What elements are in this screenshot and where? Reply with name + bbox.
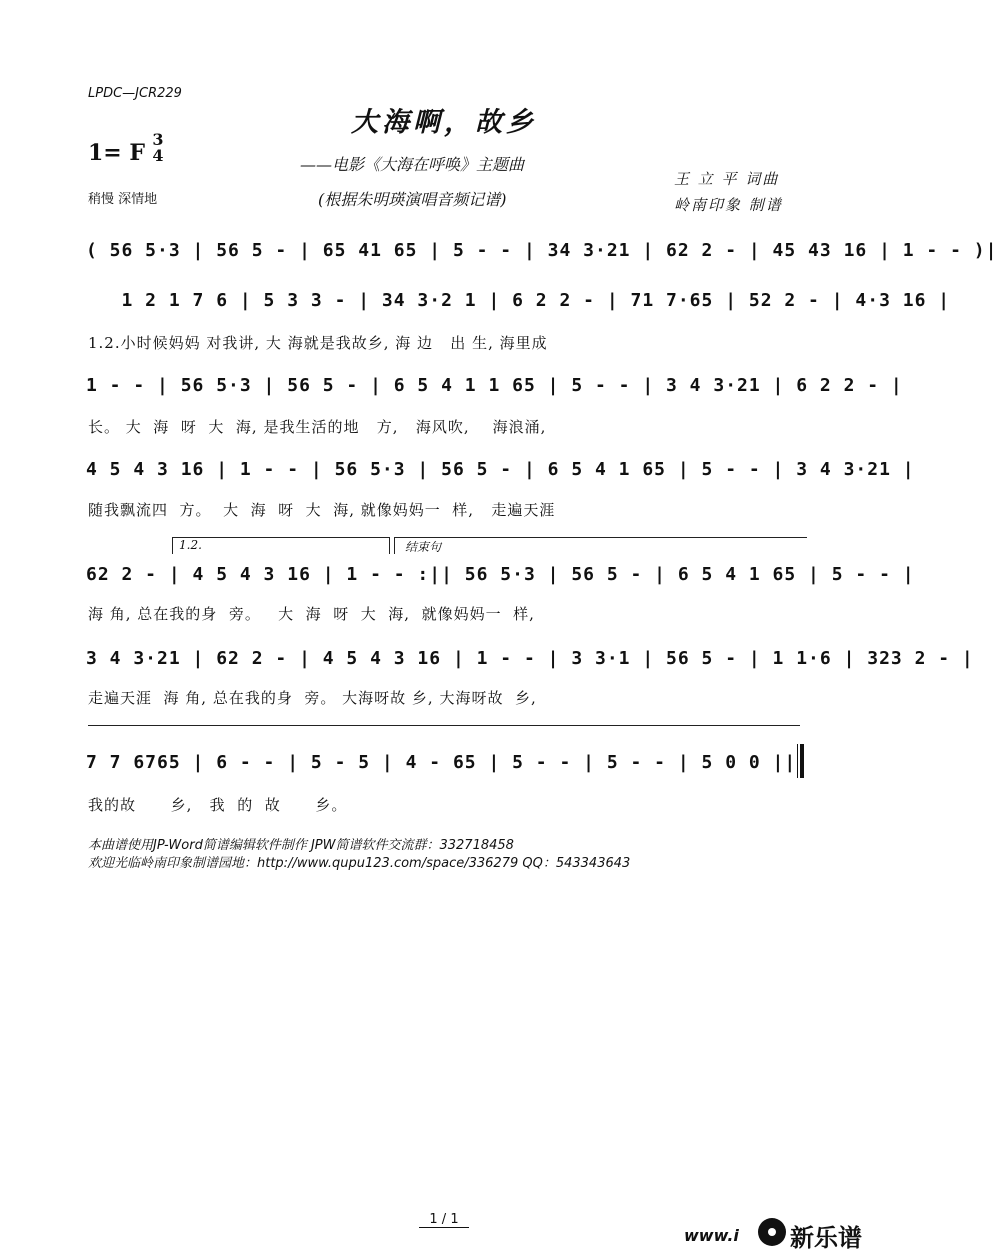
score-system-4-lyrics: 随我飘流四 方。 大 海 呀 大 海, 就像妈妈一 样, 走遍天涯 bbox=[88, 501, 556, 519]
final-barline-thin bbox=[797, 744, 798, 778]
score-system-2-notes: 1 2 1 7 6 | 5 3 3 - | 34 3·2 1 | 6 2 2 - | 71 7·65 | 52 2 - | 4·3 16 | bbox=[86, 290, 951, 311]
volta-label: 1.2. bbox=[179, 538, 202, 552]
score-system-7-lyrics: 我的故 乡, 我 的 故 乡。 bbox=[88, 796, 348, 814]
score-system-3-notes: 1 - - | 56 5·3 | 56 5 - | 6 5 4 1 1 65 | 5 - - | 3 4 3·21 | 6 2 2 - | bbox=[86, 375, 903, 396]
page-number bbox=[0, 1212, 888, 1227]
score-system-2-lyrics: 1.2.小时候妈妈 对我讲, 大 海就是我故乡, 海 边 出 生, 海里成 bbox=[88, 334, 548, 352]
key-signature: 1= F bbox=[88, 140, 146, 166]
website-credit: 欢迎光临岭南印象制谱园地：http://www.qupu123.com/space/336279 QQ：543343643 bbox=[88, 856, 631, 871]
arranger-credit: 岭南印象 制谱 bbox=[674, 196, 783, 214]
time-signature-bottom: 4 bbox=[152, 146, 164, 165]
final-barline-thick bbox=[800, 744, 804, 778]
volta-bracket bbox=[172, 537, 390, 554]
time-signature bbox=[148, 132, 168, 164]
coda-bracket bbox=[394, 537, 807, 554]
composer-credit: 王 立 平 词曲 bbox=[674, 170, 780, 188]
page-number-text: 1 / 1 bbox=[419, 1212, 468, 1228]
score-system-6-lyrics: 走遍天涯 海 角, 总在我的身 旁。 大海呀故 乡, 大海呀故 乡, bbox=[88, 689, 537, 707]
brand-name: 新乐谱 bbox=[790, 1224, 862, 1252]
score-system-7-notes: 7 7 6765 | 6 - - | 5 - 5 | 4 - 65 | 5 - - | 5 - - | 5 0 0 || bbox=[86, 752, 797, 773]
score-system-5-lyrics: 海 角, 总在我的身 旁。 大 海 呀 大 海, 就像妈妈一 样, bbox=[88, 605, 535, 623]
coda-label: 结束句 bbox=[405, 540, 442, 554]
score-system-1-notes: ( 56 5·3 | 56 5 - | 65 41 65 | 5 - - | 34 3·21 | 62 2 - | 45 43 16 | 1 - - )| bbox=[86, 240, 997, 261]
score-system-5-notes: 62 2 - | 4 5 4 3 16 | 1 - - :|| 56 5·3 | 56 5 - | 6 5 4 1 65 | 5 - - | bbox=[86, 564, 915, 585]
time-signature-top: 3 bbox=[152, 130, 164, 149]
subtitle: ——电影《大海在呼唤》主题曲 bbox=[300, 155, 525, 174]
score-code: LPDC—JCR229 bbox=[88, 86, 182, 101]
record-logo-icon bbox=[758, 1218, 786, 1246]
brand-url: www.i bbox=[684, 1226, 739, 1245]
software-credit: 本曲谱使用JP-Word简谱编辑软件制作 JPW简谱软件交流群：332718458 bbox=[88, 838, 514, 853]
song-title: 大海啊，故乡 bbox=[351, 107, 537, 138]
score-system-6-notes: 3 4 3·21 | 62 2 - | 4 5 4 3 16 | 1 - - | 3 3·1 | 56 5 - | 1 1·6 | 323 2 - | bbox=[86, 648, 974, 669]
transcription-note: (根据朱明瑛演唱音频记谱) bbox=[318, 190, 507, 209]
system-divider-line bbox=[88, 725, 800, 726]
tempo-marking: 稍慢 深情地 bbox=[88, 192, 158, 207]
score-system-3-lyrics: 长。 大 海 呀 大 海, 是我生活的地 方, 海风吹, 海浪涌, bbox=[88, 418, 547, 436]
score-system-4-notes: 4 5 4 3 16 | 1 - - | 56 5·3 | 56 5 - | 6 5 4 1 65 | 5 - - | 3 4 3·21 | bbox=[86, 459, 915, 480]
